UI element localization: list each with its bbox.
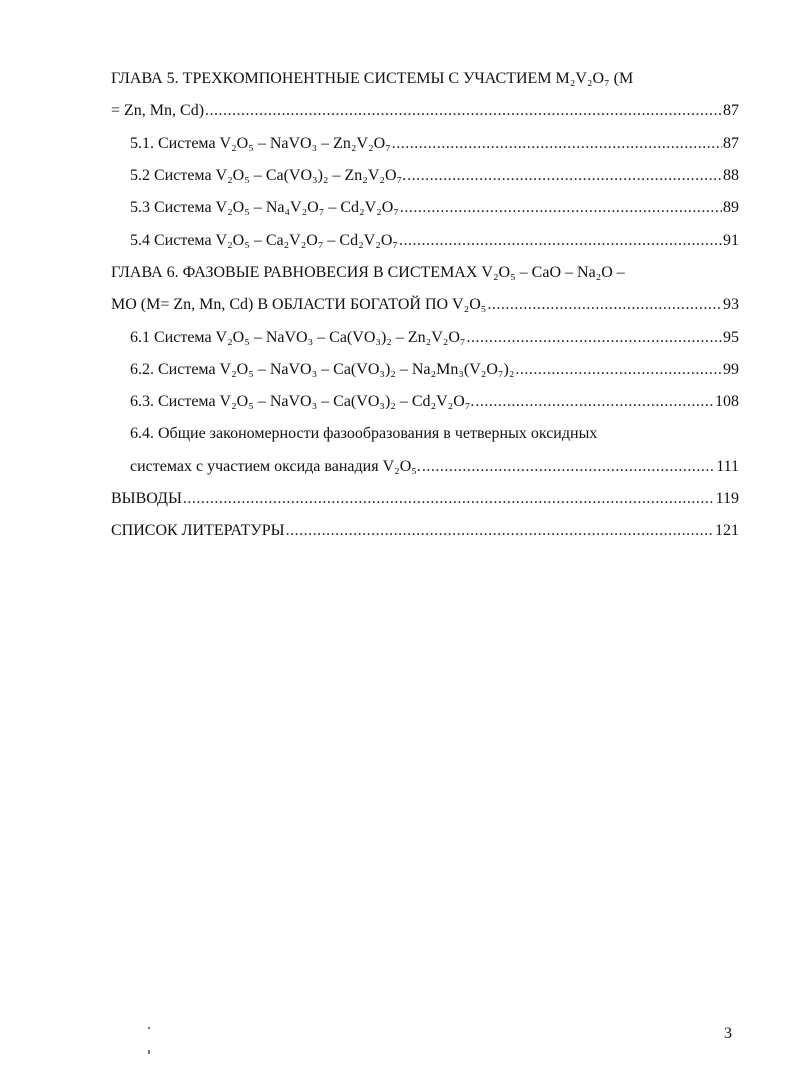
toc-line[interactable] — [111, 160, 739, 192]
toc-line[interactable] — [111, 418, 739, 450]
dot-leader — [515, 361, 722, 379]
toc-entry-title: СПИСОК ЛИТЕРАТУРЫ — [111, 522, 285, 540]
toc-line[interactable] — [111, 321, 739, 353]
toc-entry-title: 5.1. Система V₂O₅ – NaVO₃ – Zn₂V₂O₇ — [130, 134, 391, 152]
dot-leader — [466, 329, 722, 347]
toc-line[interactable] — [111, 354, 739, 386]
toc-line[interactable] — [111, 451, 739, 483]
dot-leader — [205, 102, 722, 120]
page-number: 3 — [724, 1025, 732, 1042]
toc-entry-page: 111 — [716, 457, 739, 475]
dot-leader — [392, 135, 722, 153]
toc-entry-title: 6.2. Система V₂O₅ – NaVO₃ – Ca(VO₃)₂ – Na₂Mn₃(V₂O₇)₂ — [130, 360, 515, 378]
toc-line[interactable] — [111, 483, 739, 515]
dot-leader — [183, 490, 715, 508]
toc-entry-page: 89 — [723, 199, 739, 217]
toc-entry-title: ВЫВОДЫ — [111, 490, 182, 507]
toc-line[interactable] — [111, 63, 739, 95]
toc-entry-page: 87 — [723, 134, 739, 152]
toc-entry-page: 99 — [723, 360, 739, 378]
toc-entry-title: 5.2 Система V₂O₅ – Ca(VO₃)₂ – Zn₂V₂O₇. — [130, 167, 407, 185]
toc-line[interactable] — [111, 257, 739, 289]
toc-line[interactable] — [111, 386, 739, 418]
toc-line[interactable] — [111, 515, 739, 547]
dot-leader — [407, 167, 722, 185]
scan-speck — [148, 1050, 150, 1054]
toc-entry-page: 108 — [715, 393, 739, 411]
toc-entry-title: ГЛАВА 6. ФАЗОВЫЕ РАВНОВЕСИЯ В СИСТЕМАХ V₂O₅ – CaO – Na₂O – — [111, 263, 625, 281]
toc-line[interactable] — [111, 95, 739, 127]
dot-leader — [487, 296, 722, 314]
toc-entry-page: 91 — [723, 231, 739, 249]
toc-entry-title: системах с участием оксида ванадия V₂O₅. — [130, 457, 421, 475]
toc-line[interactable] — [111, 289, 739, 321]
toc-entry-title: 6.3. Система V₂O₅ – NaVO₃ – Ca(VO₃)₂ – Cd₂V₂O₇. — [130, 393, 475, 411]
toc-entry-title: MO (M= Zn, Mn, Cd) В ОБЛАСТИ БОГАТОЙ ПО V₂O₅ — [111, 296, 487, 314]
toc-entry-page: 87 — [723, 102, 739, 120]
table-of-contents — [111, 63, 739, 547]
scan-speck — [148, 1027, 150, 1029]
toc-entry-page: 95 — [723, 328, 739, 346]
dot-leader — [422, 458, 715, 476]
toc-line[interactable] — [111, 128, 739, 160]
toc-entry-page: 119 — [715, 490, 739, 507]
toc-entry-page: 121 — [715, 522, 739, 540]
toc-entry-title: 5.3 Система V₂O₅ – Na₄V₂O₇ – Cd₂V₂O₇ — [130, 199, 399, 217]
toc-entry-title: 5.4 Система V₂O₅ – Ca₂V₂O₇ – Cd₂V₂O₇ — [130, 231, 398, 249]
dot-leader — [400, 199, 722, 217]
toc-line[interactable] — [111, 224, 739, 256]
toc-entry-title: ГЛАВА 5. ТРЕХКОМПОНЕНТНЫЕ СИСТЕМЫ С УЧАСТИЕМ M₂V₂O₇ (M — [111, 70, 634, 88]
toc-entry-page: 93 — [723, 296, 739, 314]
toc-line[interactable] — [111, 192, 739, 224]
dot-leader — [399, 232, 722, 250]
dot-leader — [286, 522, 714, 540]
toc-entry-page: 88 — [723, 167, 739, 185]
toc-entry-title: = Zn, Mn, Cd) — [111, 102, 205, 120]
toc-entry-title: 6.1 Система V₂O₅ – NaVO₃ – Ca(VO₃)₂ – Zn₂V₂O₇ — [130, 328, 466, 346]
toc-entry-title: 6.4. Общие закономерности фазообразования в четверных оксидных — [130, 425, 598, 443]
dot-leader — [475, 393, 714, 411]
